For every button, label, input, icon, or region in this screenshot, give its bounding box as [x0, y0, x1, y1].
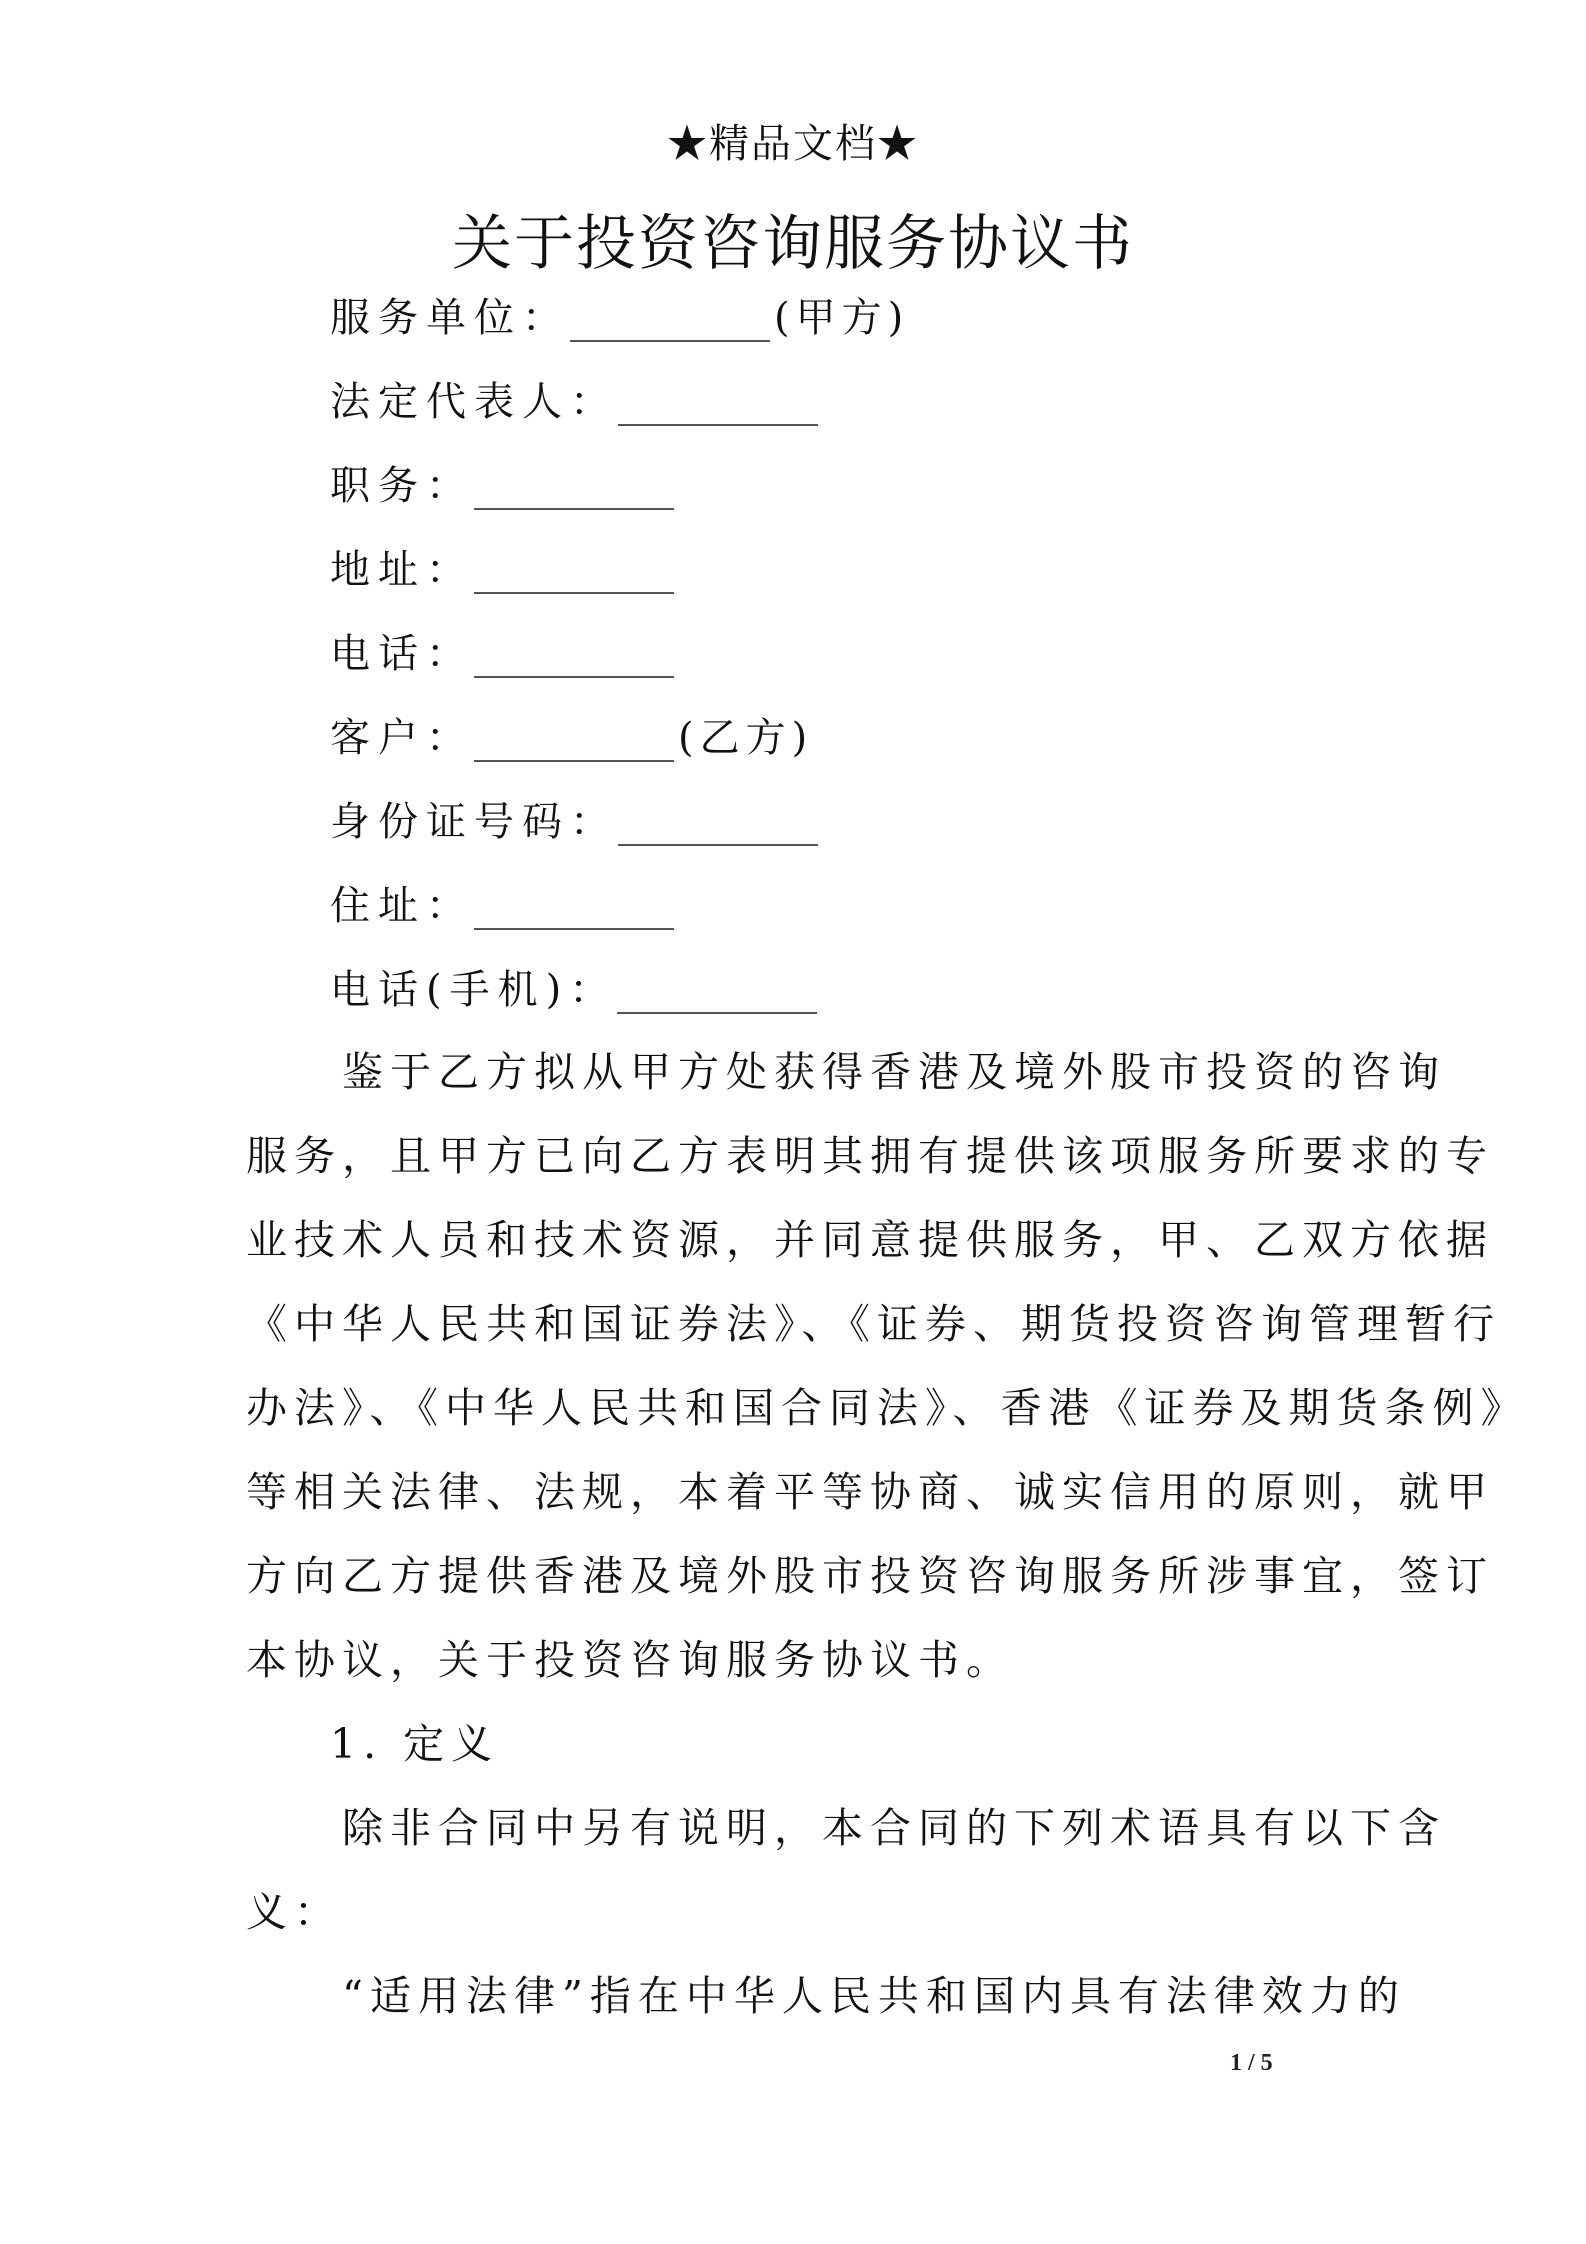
- header-tag: ★精品文档★: [667, 121, 919, 167]
- field-label: 地址：: [330, 547, 474, 593]
- field-phone: [330, 626, 678, 682]
- blank-line: [618, 804, 818, 846]
- field-label: 职务：: [330, 463, 474, 509]
- paragraph-line: 义：: [246, 1888, 342, 1936]
- field-client: [330, 710, 813, 766]
- field-id-number: [330, 794, 822, 850]
- section-heading: 1. 定义: [330, 1720, 500, 1768]
- field-label: 客户：: [330, 715, 474, 761]
- field-mobile-phone: [330, 962, 821, 1018]
- field-label: 电话(手机)：: [330, 967, 618, 1013]
- field-suffix: (乙方): [678, 715, 814, 761]
- paragraph-line: 办法》、《中华人民共和国合同法》、香港《证券及期货条例》: [246, 1384, 1529, 1432]
- blank-line: [474, 888, 674, 930]
- field-residence: [330, 878, 678, 934]
- field-label: 法定代表人：: [330, 379, 618, 425]
- field-label: 服务单位：: [330, 295, 570, 341]
- blank-line: [474, 636, 674, 678]
- blank-line: [474, 552, 674, 594]
- paragraph-line: 方向乙方提供香港及境外股市投资咨询服务所涉事宜，签订: [246, 1552, 1494, 1600]
- blank-line: [474, 468, 674, 510]
- paragraph-line: “适用法律”指在中华人民共和国内具有法律效力的: [246, 1972, 1406, 2020]
- blank-line: [617, 972, 817, 1014]
- field-service-unit: [330, 290, 909, 346]
- paragraph-line: 除非合同中另有说明，本合同的下列术语具有以下含: [246, 1804, 1446, 1852]
- paragraph-line: 等相关法律、法规，本着平等协商、诚实信用的原则，就甲: [246, 1468, 1494, 1516]
- field-label: 住址：: [330, 883, 474, 929]
- blank-line: [570, 300, 770, 342]
- field-label: 电话：: [330, 631, 474, 677]
- paragraph-line: 业技术人员和技术资源，并同意提供服务，甲、乙双方依据: [246, 1216, 1494, 1264]
- blank-line: [618, 384, 818, 426]
- paragraph-line: 服务，且甲方已向乙方表明其拥有提供该项服务所要求的专: [246, 1132, 1494, 1180]
- field-address: [330, 542, 678, 598]
- field-position: [330, 458, 678, 514]
- blank-line: [474, 720, 674, 762]
- page-indicator: 1 / 5: [1230, 2050, 1273, 2076]
- paragraph-line: 本协议，关于投资咨询服务协议书。: [246, 1636, 1014, 1684]
- paragraph-line: 鉴于乙方拟从甲方处获得香港及境外股市投资的咨询: [246, 1048, 1446, 1096]
- field-suffix: (甲方): [774, 295, 910, 341]
- paragraph-line: 《中华人民共和国证券法》、《证券、期货投资咨询管理暂行: [246, 1300, 1501, 1348]
- field-label: 身份证号码：: [330, 799, 618, 845]
- field-legal-representative: [330, 374, 822, 430]
- document-title: 关于投资咨询服务协议书: [452, 209, 1134, 279]
